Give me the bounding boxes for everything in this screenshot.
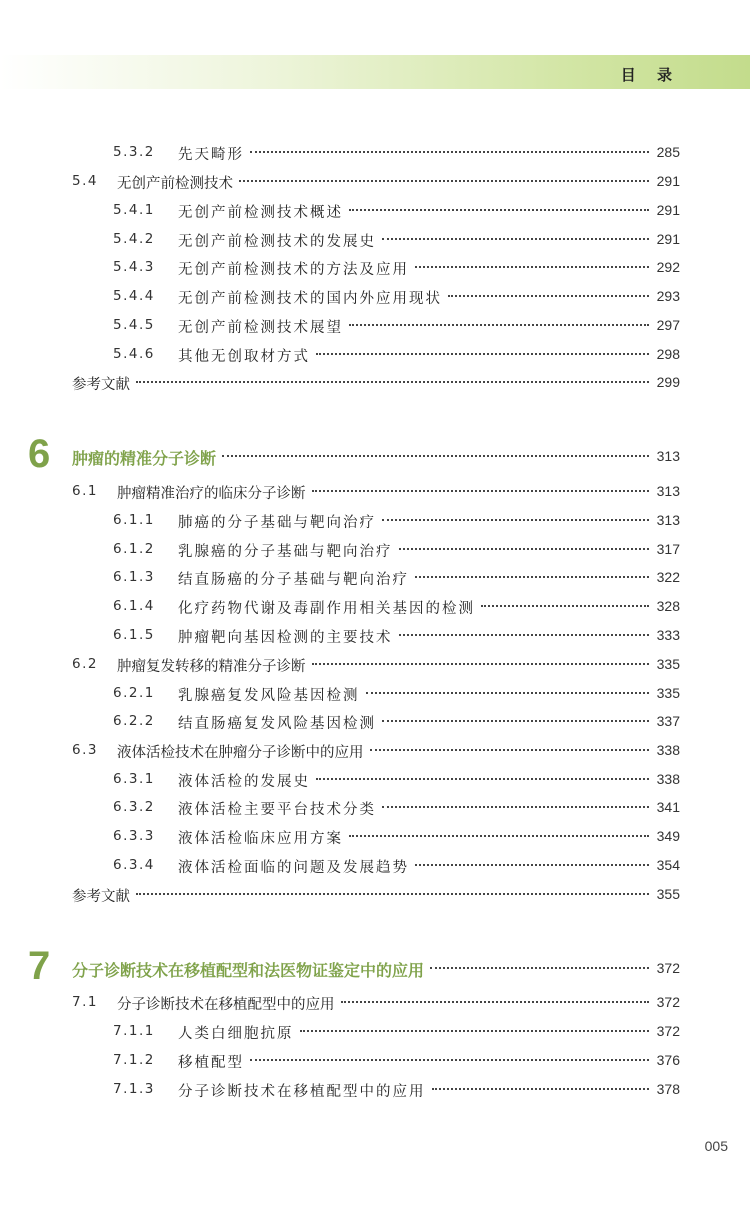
- section-title: 液体活检临床应用方案: [178, 831, 343, 847]
- dot-leader: [366, 692, 649, 694]
- page-ref: 355: [656, 886, 680, 902]
- page-ref: 298: [656, 346, 680, 362]
- section-title: 分子诊断技术在移植配型中的应用: [178, 1084, 426, 1100]
- page-ref: 313: [656, 448, 680, 464]
- toc-entry[interactable]: [0, 1079, 750, 1101]
- page-ref: 328: [656, 598, 680, 614]
- section-title: 液体活检技术在肿瘤分子诊断中的应用: [117, 745, 364, 761]
- section-number: 6.2.1: [113, 685, 155, 701]
- section-title: 无创产前检测技术: [117, 176, 233, 192]
- section-title: 乳腺癌复发风险基因检测: [178, 688, 360, 704]
- toc-chapter-entry[interactable]: [0, 432, 750, 476]
- page-ref: 354: [656, 857, 680, 873]
- dot-leader: [312, 490, 649, 492]
- section-number: 7.1.1: [113, 1023, 155, 1039]
- page-ref: 335: [656, 685, 680, 701]
- section-title: 肺癌的分子基础与靶向治疗: [178, 515, 376, 531]
- toc-entry[interactable]: [0, 200, 750, 222]
- toc-entry[interactable]: [0, 142, 750, 164]
- section-number: 5.4.1: [113, 202, 155, 218]
- toc-entry[interactable]: [0, 1050, 750, 1072]
- dot-leader: [415, 576, 649, 578]
- section-title: 无创产前检测技术展望: [178, 320, 343, 336]
- page-ref: 297: [656, 317, 680, 333]
- page-ref: 376: [656, 1052, 680, 1068]
- page-ref: 372: [656, 960, 680, 976]
- section-title: 移植配型: [178, 1055, 244, 1071]
- page-ref: 291: [656, 231, 680, 247]
- section-title: 结直肠癌复发风险基因检测: [178, 716, 376, 732]
- section-number: 5.4.5: [113, 317, 155, 333]
- toc-entry[interactable]: [0, 884, 750, 906]
- dot-leader: [399, 548, 649, 550]
- dot-leader: [136, 893, 649, 895]
- toc-entry[interactable]: [0, 797, 750, 819]
- section-title: 分子诊断技术在移植配型中的应用: [117, 997, 335, 1013]
- dot-leader: [415, 864, 649, 866]
- toc-entry[interactable]: [0, 1021, 750, 1043]
- toc-entry[interactable]: [0, 711, 750, 733]
- section-number: 5.4: [72, 173, 98, 189]
- section-title: 乳腺癌的分子基础与靶向治疗: [178, 544, 393, 560]
- toc-entry[interactable]: [0, 769, 750, 791]
- dot-leader: [448, 295, 649, 297]
- toc-entry[interactable]: [0, 510, 750, 532]
- toc-entry[interactable]: [0, 286, 750, 308]
- toc-entry[interactable]: [0, 740, 750, 762]
- chapter-number: 7: [28, 944, 51, 988]
- toc-entry[interactable]: [0, 567, 750, 589]
- page-ref: 313: [656, 483, 680, 499]
- section-title: 肿瘤精准治疗的临床分子诊断: [117, 486, 306, 502]
- toc-entry[interactable]: [0, 372, 750, 394]
- page-ref: 293: [656, 288, 680, 304]
- page-ref: 338: [656, 771, 680, 787]
- section-number: 6.1: [72, 483, 98, 499]
- dot-leader: [316, 353, 649, 355]
- section-title: 参考文献: [72, 377, 130, 393]
- section-title: 结直肠癌的分子基础与靶向治疗: [178, 572, 409, 588]
- page-ref: 341: [656, 799, 680, 815]
- section-title: 人类白细胞抗原: [178, 1026, 294, 1042]
- dot-leader: [415, 266, 649, 268]
- page-ref: 378: [656, 1081, 680, 1097]
- dot-leader: [481, 605, 649, 607]
- section-number: 6.3.3: [113, 828, 155, 844]
- dot-leader: [222, 455, 649, 457]
- section-number: 5.4.2: [113, 231, 155, 247]
- toc-entry[interactable]: [0, 229, 750, 251]
- section-title: 无创产前检测技术概述: [178, 205, 343, 221]
- toc-entry[interactable]: [0, 683, 750, 705]
- page-ref: 333: [656, 627, 680, 643]
- page-ref: 291: [656, 173, 680, 189]
- dot-leader: [349, 324, 649, 326]
- section-title: 化疗药物代谢及毒副作用相关基因的检测: [178, 601, 475, 617]
- page-ref: 372: [656, 1023, 680, 1039]
- page-ref: 349: [656, 828, 680, 844]
- section-title: 先天畸形: [178, 147, 244, 163]
- toc-entry[interactable]: [0, 315, 750, 337]
- section-number: 6.3.2: [113, 799, 155, 815]
- section-number: 6.3.4: [113, 857, 155, 873]
- dot-leader: [349, 835, 649, 837]
- section-title: 肿瘤复发转移的精准分子诊断: [117, 659, 306, 675]
- page-ref: 322: [656, 569, 680, 585]
- dot-leader: [341, 1001, 649, 1003]
- dot-leader: [430, 967, 649, 969]
- section-number: 7.1: [72, 994, 98, 1010]
- toc-entry[interactable]: [0, 826, 750, 848]
- section-title: 其他无创取材方式: [178, 349, 310, 365]
- chapter-title: 分子诊断技术在移植配型和法医物证鉴定中的应用: [72, 961, 425, 980]
- page-ref: 335: [656, 656, 680, 672]
- section-number: 6.3.1: [113, 771, 155, 787]
- toc-entry[interactable]: [0, 625, 750, 647]
- page-number: 005: [704, 1138, 728, 1154]
- dot-leader: [370, 749, 649, 751]
- toc-entry[interactable]: [0, 257, 750, 279]
- chapter-number: 6: [28, 432, 51, 476]
- section-number: 6.2.2: [113, 713, 155, 729]
- page-ref: 299: [656, 374, 680, 390]
- section-number: 6.3: [72, 742, 98, 758]
- toc-entry[interactable]: [0, 654, 750, 676]
- page-ref: 372: [656, 994, 680, 1010]
- section-number: 7.1.2: [113, 1052, 155, 1068]
- section-title: 参考文献: [72, 889, 130, 905]
- dot-leader: [349, 209, 649, 211]
- dot-leader: [382, 806, 649, 808]
- dot-leader: [312, 663, 649, 665]
- page-ref: 337: [656, 713, 680, 729]
- section-number: 6.1.2: [113, 541, 155, 557]
- section-number: 6.1.1: [113, 512, 155, 528]
- dot-leader: [382, 720, 649, 722]
- toc-entry[interactable]: [0, 171, 750, 193]
- running-header-title: 目 录: [620, 66, 680, 84]
- section-number: 6.1.4: [113, 598, 155, 614]
- section-title: 液体活检主要平台技术分类: [178, 802, 376, 818]
- dot-leader: [432, 1088, 649, 1090]
- section-title: 液体活检的发展史: [178, 774, 310, 790]
- section-title: 无创产前检测技术的方法及应用: [178, 262, 409, 278]
- dot-leader: [239, 180, 649, 182]
- page-ref: 291: [656, 202, 680, 218]
- section-number: 5.3.2: [113, 144, 155, 160]
- toc-entry[interactable]: [0, 596, 750, 618]
- section-number: 5.4.3: [113, 259, 155, 275]
- page-ref: 338: [656, 742, 680, 758]
- toc-entry[interactable]: [0, 539, 750, 561]
- page-ref: 285: [656, 144, 680, 160]
- section-title: 无创产前检测技术的发展史: [178, 234, 376, 250]
- dot-leader: [316, 778, 649, 780]
- page-ref: 317: [656, 541, 680, 557]
- toc-entry[interactable]: [0, 344, 750, 366]
- section-number: 7.1.3: [113, 1081, 155, 1097]
- dot-leader: [250, 151, 649, 153]
- toc-entry[interactable]: [0, 992, 750, 1014]
- section-number: 5.4.4: [113, 288, 155, 304]
- toc-chapter-entry[interactable]: [0, 944, 750, 988]
- dot-leader: [382, 519, 649, 521]
- toc-entry[interactable]: [0, 855, 750, 877]
- dot-leader: [136, 381, 649, 383]
- dot-leader: [250, 1059, 649, 1061]
- section-title: 液体活检面临的问题及发展趋势: [178, 860, 409, 876]
- section-number: 6.2: [72, 656, 98, 672]
- toc-entry[interactable]: [0, 481, 750, 503]
- dot-leader: [300, 1030, 649, 1032]
- dot-leader: [399, 634, 649, 636]
- section-title: 无创产前检测技术的国内外应用现状: [178, 291, 442, 307]
- section-number: 6.1.3: [113, 569, 155, 585]
- page-ref: 313: [656, 512, 680, 528]
- section-number: 6.1.5: [113, 627, 155, 643]
- dot-leader: [382, 238, 649, 240]
- section-title: 肿瘤靶向基因检测的主要技术: [178, 630, 393, 646]
- page-ref: 292: [656, 259, 680, 275]
- chapter-title: 肿瘤的精准分子诊断: [72, 449, 217, 468]
- section-number: 5.4.6: [113, 346, 155, 362]
